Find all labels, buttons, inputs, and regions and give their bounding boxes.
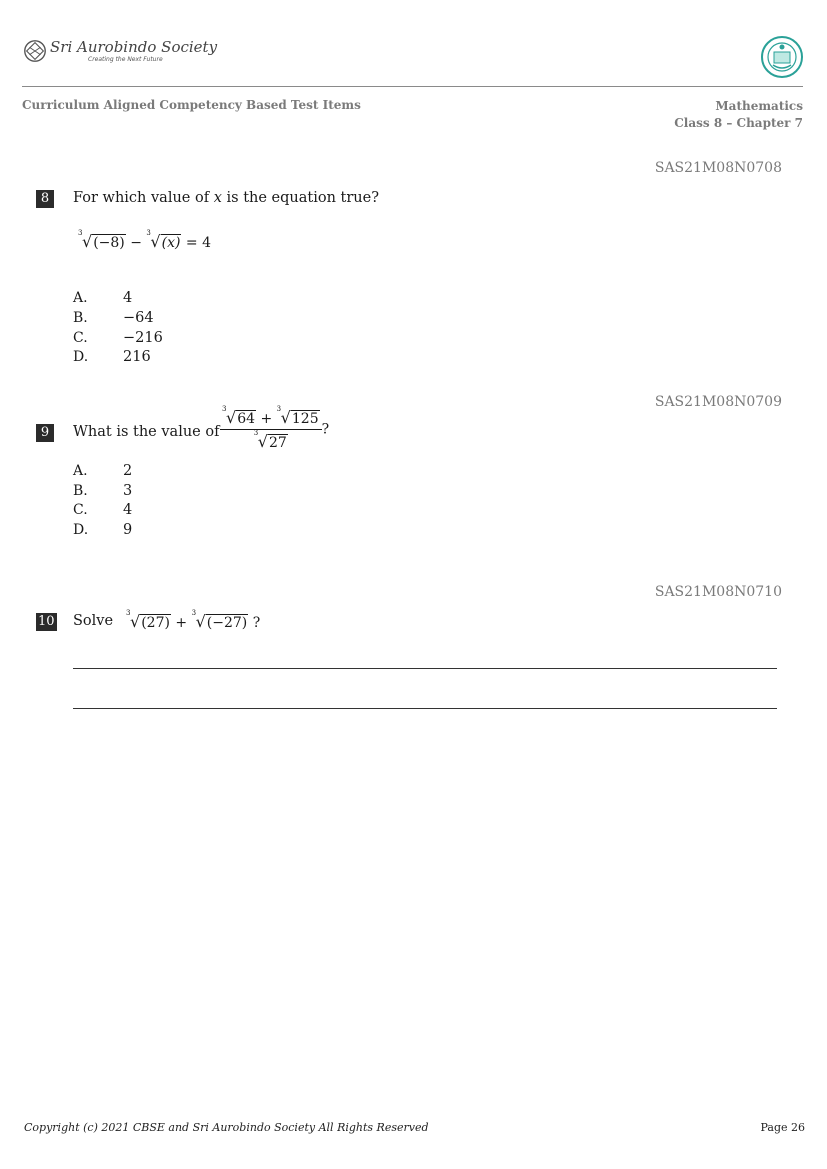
question-number: 10 [38, 614, 55, 629]
question-code: SAS21M08N0708 [654, 160, 782, 176]
question-text: Solve [73, 613, 114, 629]
cube-root: 3 √(27) [126, 609, 170, 631]
option-letter: B. [73, 310, 88, 326]
equation-rhs: = 4 [185, 235, 211, 251]
option-letter: B. [73, 483, 88, 499]
question-number: 8 [36, 190, 54, 208]
radicand: (−8) [93, 235, 125, 251]
question-text: What is the value of [73, 424, 220, 440]
fraction [220, 405, 322, 451]
document-title: Curriculum Aligned Competency Based Test Items [22, 98, 361, 112]
option-value: 4 [123, 502, 133, 518]
plus-sign: + [260, 411, 273, 427]
org-logo-tagline: Creating the Next Future [88, 56, 163, 63]
radicand: 64 [237, 411, 256, 427]
page-number: Page 26 [760, 1121, 805, 1134]
option-value: 3 [123, 483, 133, 499]
option-value: 4 [123, 290, 133, 306]
question-code: SAS21M08N0709 [654, 394, 782, 410]
option-value: 2 [123, 463, 133, 479]
equation [78, 229, 211, 251]
option-value: 216 [123, 349, 151, 365]
question-mark: ? [252, 615, 261, 631]
fraction-expression [220, 405, 330, 451]
question-number: 9 [36, 424, 54, 442]
sri-aurobindo-society-logo-icon [22, 38, 48, 64]
cube-root: 3 √125 [276, 405, 319, 427]
fraction-numerator [220, 405, 322, 430]
radicand: (27) [141, 615, 170, 631]
cube-root: 3 √27 [253, 429, 287, 451]
option-value: 9 [123, 522, 133, 538]
radical-index: 3 [222, 405, 227, 413]
radicand: (x) [161, 235, 181, 251]
option-letter: C. [73, 330, 88, 346]
cube-root: 3 √(−27) [191, 609, 248, 631]
org-logo-text: Sri Aurobindo Society [50, 38, 218, 56]
radical-index: 3 [146, 229, 151, 237]
header-divider [22, 86, 803, 87]
question-text-post: is the equation true? [221, 190, 379, 206]
question-text [73, 190, 379, 206]
fraction-denominator [220, 430, 322, 451]
subject-chapter-block [674, 98, 803, 132]
answer-line[interactable] [73, 668, 777, 669]
radicand: 27 [268, 435, 287, 451]
option-letter: A. [73, 463, 88, 479]
subject-label: Mathematics [715, 99, 803, 113]
option-letter: C. [73, 502, 88, 518]
question-variable: x [213, 190, 222, 206]
radical-index: 3 [276, 405, 282, 413]
class-chapter-label: Class 8 – Chapter 7 [674, 116, 803, 130]
radicand: 125 [291, 411, 319, 427]
answer-line[interactable] [73, 708, 777, 709]
option-letter: D. [73, 522, 89, 538]
plus-sign: + [175, 615, 188, 631]
radical-index: 3 [126, 609, 131, 617]
copyright-notice: Copyright (c) 2021 CBSE and Sri Aurobindo Society All Rights Reserved [24, 1121, 429, 1134]
cube-root: 3 √(x) [146, 229, 181, 251]
radical-index: 3 [78, 229, 83, 237]
expression [126, 609, 261, 631]
question-text-pre: For which value of [73, 190, 214, 206]
option-letter: D. [73, 349, 89, 365]
option-value: −216 [123, 330, 163, 346]
radical-index: 3 [253, 429, 259, 437]
cube-root: 3 √64 [222, 405, 256, 427]
question-mark: ? [321, 421, 330, 438]
cube-root: 3 √(−8) [78, 229, 125, 251]
minus-sign: − [130, 235, 142, 251]
radical-index: 3 [191, 609, 197, 617]
question-code: SAS21M08N0710 [654, 584, 782, 600]
radicand: (−27) [206, 615, 248, 631]
option-letter: A. [73, 290, 88, 306]
cbse-emblem-icon [760, 35, 804, 79]
option-value: −64 [123, 310, 154, 326]
